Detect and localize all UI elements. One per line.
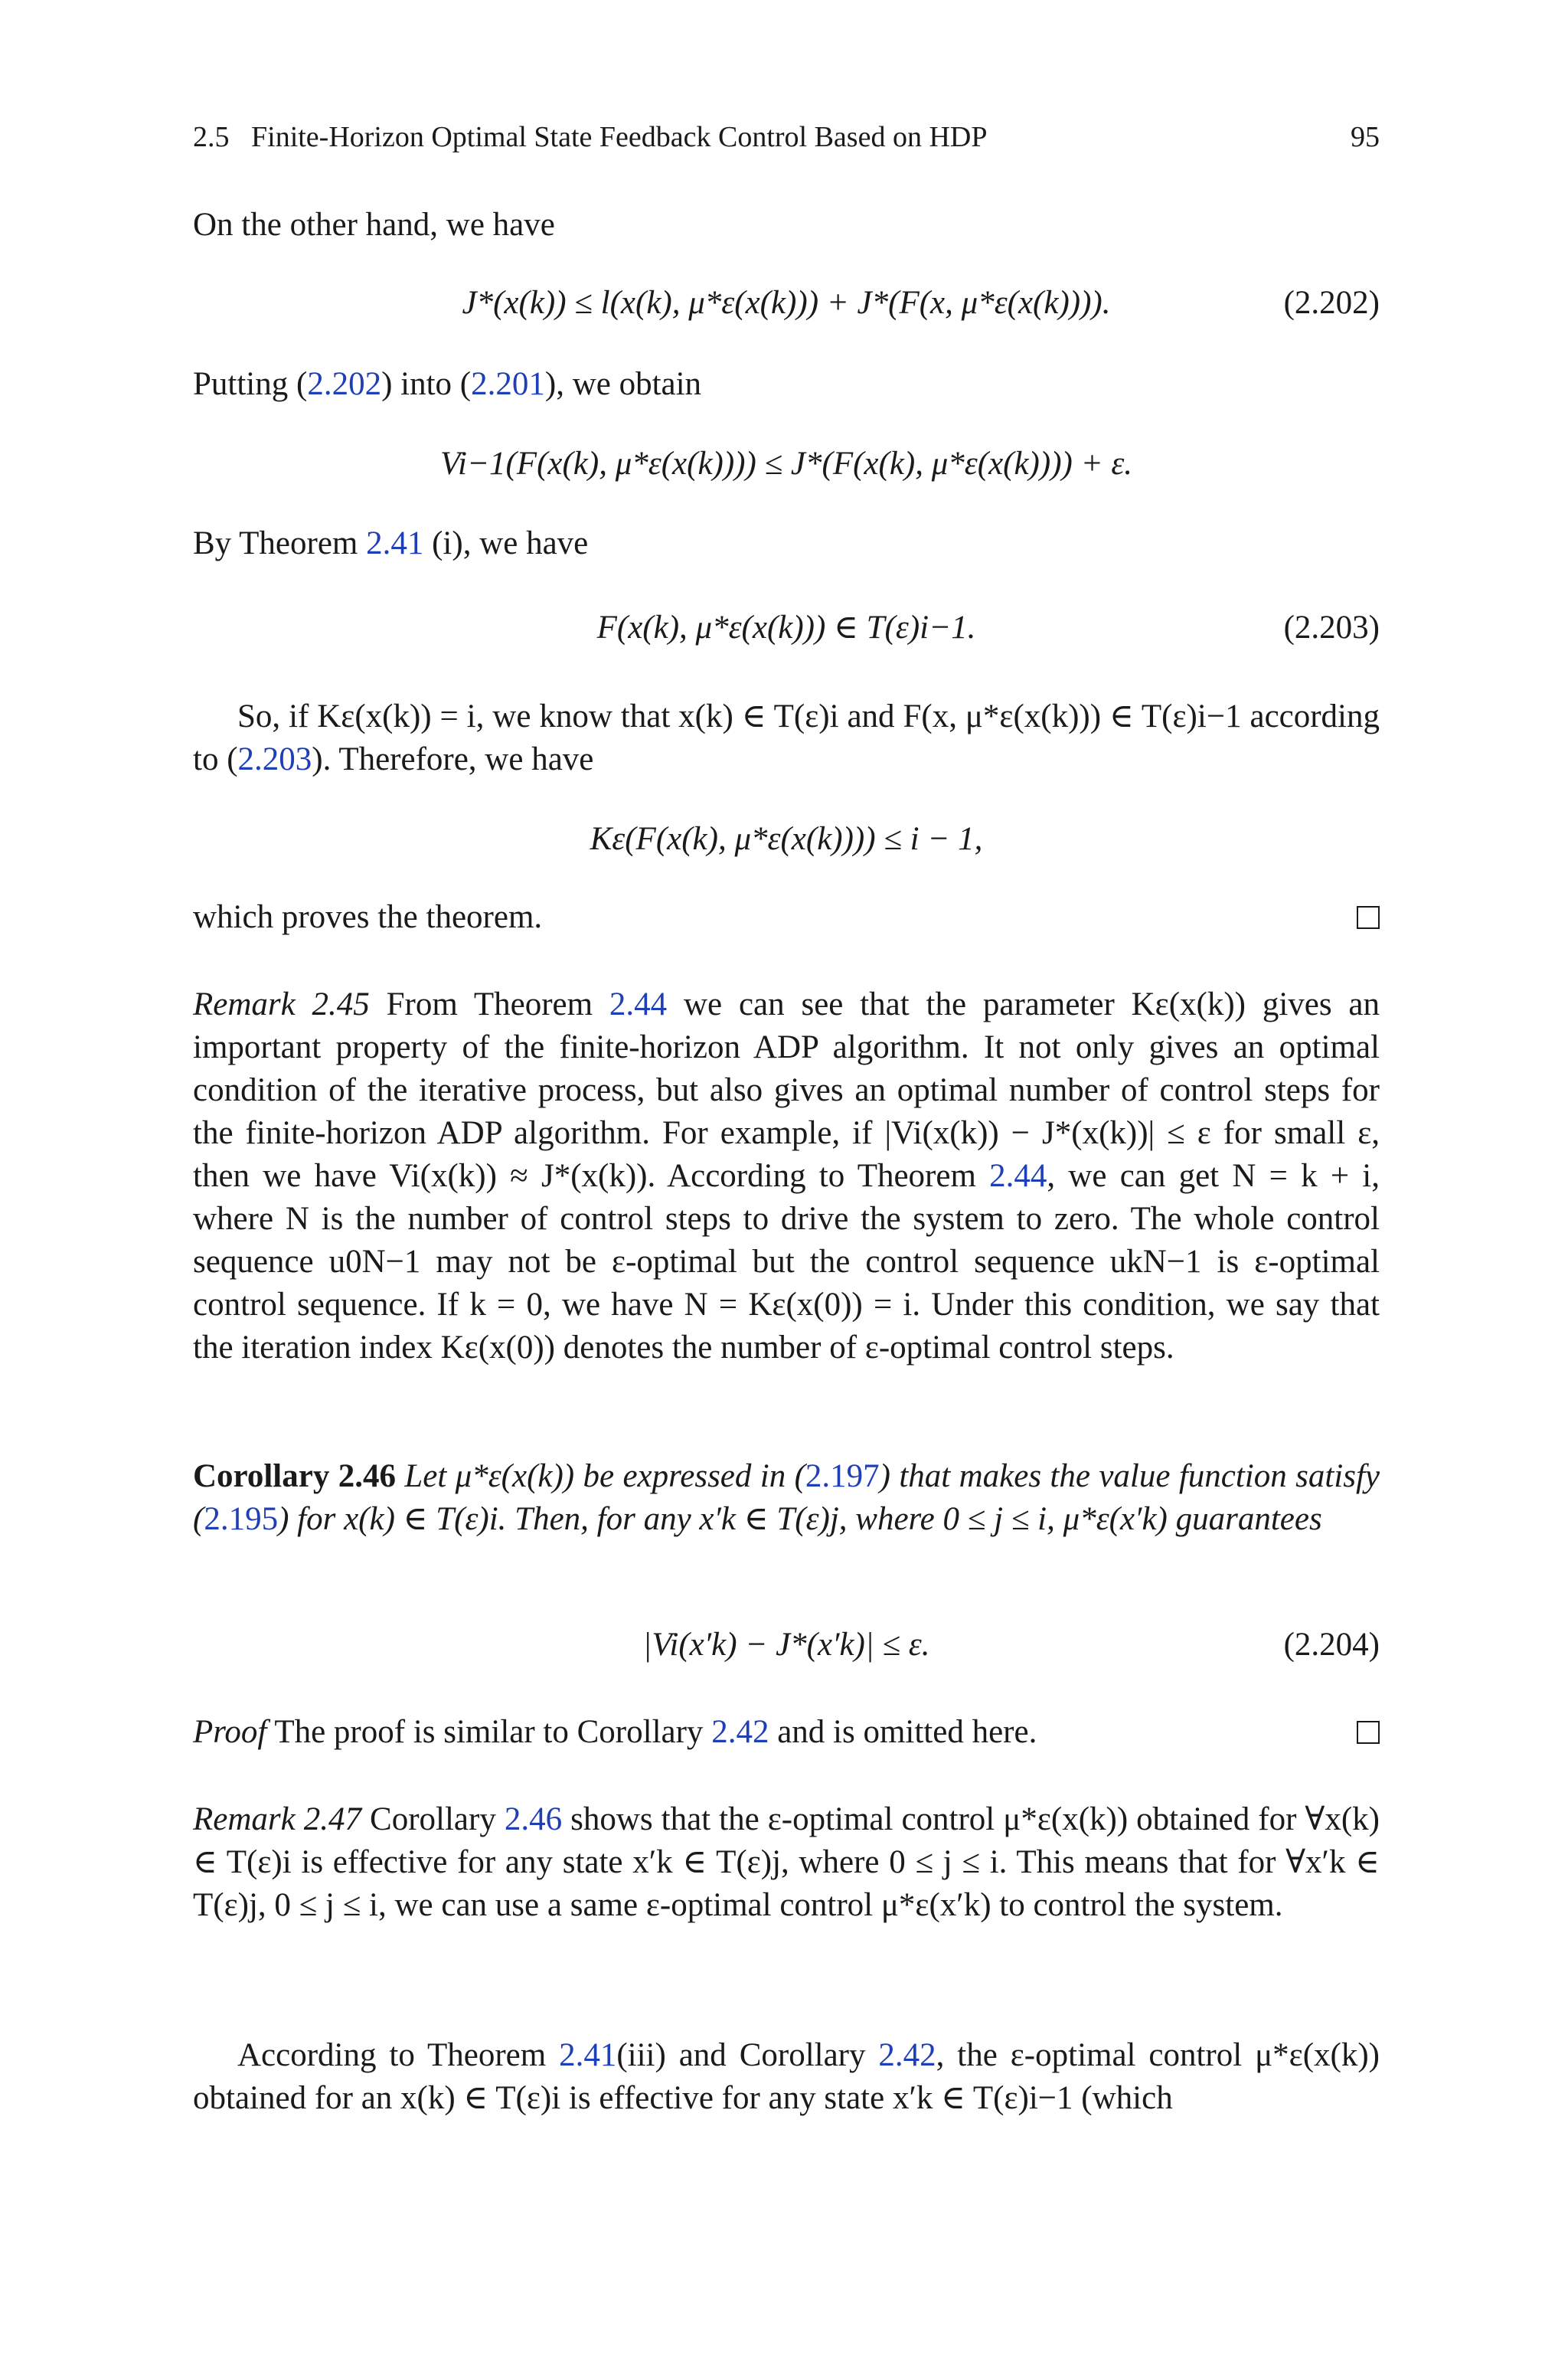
text: ) that makes the value function satisfy (	[193, 1458, 1380, 1537]
equation-unnumbered-2: Kε(F(x(k), μ*ε(x(k)))) ≤ i − 1,	[590, 821, 983, 857]
equation-number: (2.203)	[1283, 610, 1380, 646]
text: we can see that the parameter Kε(x(k)) gives an important property of the finite-horizon ADP algorithm. It not only gives an optimal condition of the iterative process, but also gives an optimal number of control steps for the finite-horizon ADP algorithm. For example, if |Vi(x(k)) − J*(x(k))| ≤ ε for small ε, then we have Vi(x(k)) ≈ J*(x(k)). According to Theorem	[193, 986, 1380, 1194]
text: Corollary	[361, 1801, 505, 1837]
text: By Theorem	[193, 525, 367, 561]
corollary-ref-link[interactable]: 2.42	[878, 2037, 936, 2073]
equation-2-204	[193, 1624, 1380, 1667]
corollary-label: Corollary 2.46	[193, 1458, 396, 1494]
equation-ref-link[interactable]: 2.203	[237, 741, 312, 777]
text: So, if Kε(x(k)) = i, we know that x(k) ∈ T(ε)i and F(x, μ*ε(x(k))) ∈ T(ε)i−1 according to (	[193, 698, 1380, 777]
text: , the ε-optimal control μ*ε(x(k)) obtained for an x(k) ∈ T(ε)i is effective for any state x′k ∈ T(ε)i−1 (which	[193, 2037, 1380, 2116]
equation-body: F(x(k), μ*ε(x(k))) ∈ T(ε)i−1.	[596, 610, 976, 646]
section-title: 2.5 Finite-Horizon Optimal State Feedback Control Based on HDP	[193, 121, 988, 153]
text: ), we obtain	[544, 366, 702, 402]
text: Putting (	[193, 366, 308, 402]
text: and is omitted here.	[769, 1714, 1037, 1750]
paragraph-by-theorem	[193, 522, 1380, 565]
text: From Theorem	[369, 986, 609, 1022]
corollary-ref-link[interactable]: 2.42	[711, 1714, 769, 1750]
theorem-ref-link[interactable]: 2.41	[366, 525, 424, 561]
equation-number: (2.202)	[1283, 285, 1380, 321]
equation-ref-link[interactable]: 2.195	[204, 1501, 279, 1537]
remark-2-47	[193, 1798, 1380, 1927]
running-header	[193, 119, 1380, 155]
paragraph-putting	[193, 363, 1380, 406]
page-number: 95	[1351, 121, 1380, 153]
text: According to Theorem	[237, 2037, 560, 2073]
equation-ref-link[interactable]: 2.202	[307, 366, 382, 402]
text: The proof is similar to Corollary	[266, 1714, 712, 1750]
paragraph-according-to	[193, 2034, 1380, 2120]
remark-label: Remark 2.45	[193, 986, 370, 1022]
paragraph-which-proves	[193, 896, 1380, 939]
text: ). Therefore, we have	[312, 741, 594, 777]
text: shows that the ε-optimal control μ*ε(x(k)) obtained for ∀x(k) ∈ T(ε)i is effective for any state x′k ∈ T(ε)j, where 0 ≤ j ≤ i. This means that for ∀x′k ∈ T(ε)j, 0 ≤ j ≤ i, we can use a same ε-optimal control μ*ε(x′k) to control the system.	[193, 1801, 1380, 1923]
equation-body: J*(x(k)) ≤ l(x(k), μ*ε(x(k))) + J*(F(x, μ*ε(x(k)))).	[462, 285, 1111, 321]
equation-unnumbered-1: Vi−1(F(x(k), μ*ε(x(k)))) ≤ J*(F(x(k), μ*ε(x(k)))) + ε.	[439, 446, 1133, 482]
equation-ref-link[interactable]: 2.197	[805, 1458, 880, 1494]
remark-2-45	[193, 983, 1380, 1369]
equation-number: (2.204)	[1283, 1627, 1380, 1663]
remark-label: Remark 2.47	[193, 1801, 361, 1837]
theorem-ref-link[interactable]: 2.44	[989, 1158, 1047, 1194]
paragraph-on-the-other-hand: On the other hand, we have	[193, 207, 555, 243]
paragraph-so-if	[193, 695, 1380, 781]
equation-2-202	[193, 282, 1380, 325]
equation-body: |Vi(x′k) − J*(x′k)| ≤ ε.	[642, 1627, 930, 1663]
proof-paragraph	[193, 1711, 1380, 1754]
text: (iii) and Corollary	[616, 2037, 879, 2073]
qed-square-icon	[1357, 906, 1380, 929]
qed-square-icon	[1357, 1721, 1380, 1744]
text: ) for x(k) ∈ T(ε)i. Then, for any x′k ∈ T(ε)j, where 0 ≤ j ≤ i, μ*ε(x′k) guarantees	[278, 1501, 1322, 1537]
theorem-ref-link[interactable]: 2.41	[559, 2037, 617, 2073]
corollary-ref-link[interactable]: 2.46	[504, 1801, 563, 1837]
theorem-ref-link[interactable]: 2.44	[609, 986, 668, 1022]
text: ) into (	[381, 366, 472, 402]
text: which proves the theorem.	[193, 899, 543, 935]
text: Let μ*ε(x(k)) be expressed in (	[395, 1458, 805, 1494]
proof-label: Proof	[193, 1714, 267, 1750]
corollary-2-46	[193, 1455, 1380, 1541]
text: , we can get N = k + i, where N is the number of control steps to drive the system to zero. The whole control sequence u0N−1 may not be ε-optimal but the control sequence ukN−1 is ε-optimal control sequence. If k = 0, we have N = Kε(x(0)) = i. Under this condition, we say that the iteration index Kε(x(0)) denotes the number of ε-optimal control steps.	[193, 1158, 1380, 1366]
equation-2-203	[193, 607, 1380, 649]
equation-ref-link[interactable]: 2.201	[471, 366, 545, 402]
text: (i), we have	[423, 525, 589, 561]
